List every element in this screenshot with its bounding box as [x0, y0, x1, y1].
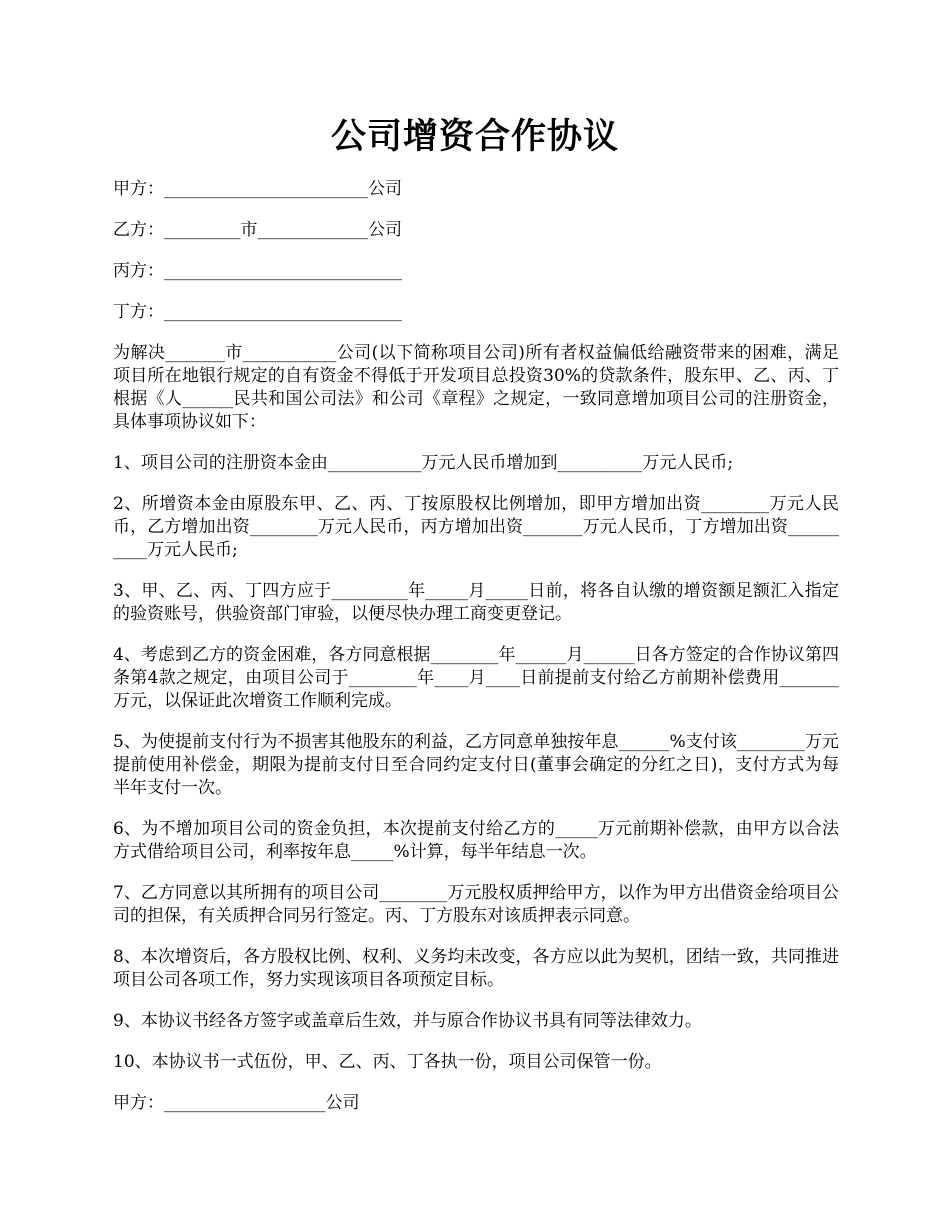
document-title: 公司增资合作协议: [330, 116, 619, 157]
clause-1: 1、项目公司的注册资本金由___________万元人民币增加到__________万元人民币;: [113, 453, 734, 473]
clause-8: 8、本次增资后，各方股权比例、权利、义务均未改变，各方应以此为契机，团结一致，共同推进项目公司各项工作，努力实现该项目各项预定目标。: [113, 947, 839, 990]
clause-5: 5、为使提前支付行为不损害其他股东的利益，乙方同意单独按年息______%支付该________万元提前使用补偿金，期限为提前支付日至合同约定支付日(董事会确定的分红之日)，支付方式为每半年支付一次。: [113, 732, 839, 798]
party-bing-line: 丙方：____________________________: [113, 261, 402, 281]
clause-3: 3、甲、乙、丙、丁四方应于_________年_____月_____日前，将各自认缴的增资额足额汇入指定的验资账号，供验资部门审验，以便尽快办理工商变更登记。: [113, 581, 839, 624]
clause-2: 2、所增资本金由原股东甲、乙、丙、丁按原股权比例增加，即甲方增加出资________万元人民币，乙方增加出资________万元人民币，丙方增加出资_______万元人民币，丁方增加出资__________万元人民币;: [113, 494, 839, 560]
intro-paragraph: 为解决_______市___________公司(以下简称项目公司)所有者权益偏低给融资带来的困难，满足项目所在地银行规定的自有资金不得低于开发项目总投资30%的贷款条件，股东甲、乙、丙、丁根据《人______民共和国公司法》和公司《章程》之规定，一致同意增加项目公司的注册资金，具体事项协议如下：: [113, 343, 839, 432]
document-body: [113, 178, 839, 1133]
clause-4: 4、考虑到乙方的资金困难，各方同意根据________年______月______日各方签定的合作协议第四条第4款之规定，由项目公司于________年____月____日前提前支付给乙方前期补偿费用_______万元，以保证此次增资工作顺利完成。: [113, 645, 839, 711]
clause-7: 7、乙方同意以其所拥有的项目公司________万元股权质押给甲方，以作为甲方出借资金给项目公司的担保，有关质押合同另行签定。丙、丁方股东对该质押表示同意。: [113, 883, 839, 926]
party-jia-line: 甲方：________________________公司: [113, 179, 402, 199]
clause-9: 9、本协议书经各方签字或盖章后生效，并与原合作协议书具有同等法律效力。: [113, 1011, 702, 1031]
party-yi-line: 乙方：_________市_____________公司: [113, 220, 402, 240]
clause-10: 10、本协议书一式伍份，甲、乙、丙、丁各执一份，项目公司保管一份。: [113, 1052, 662, 1072]
signature-jia-line: 甲方：___________________公司: [113, 1093, 360, 1113]
clause-6: 6、为不增加项目公司的资金负担，本次提前支付给乙方的_____万元前期补偿款，由甲方以合法方式借给项目公司，利率按年息_____%计算，每半年结息一次。: [113, 819, 839, 862]
party-ding-line: 丁方：____________________________: [113, 302, 402, 322]
